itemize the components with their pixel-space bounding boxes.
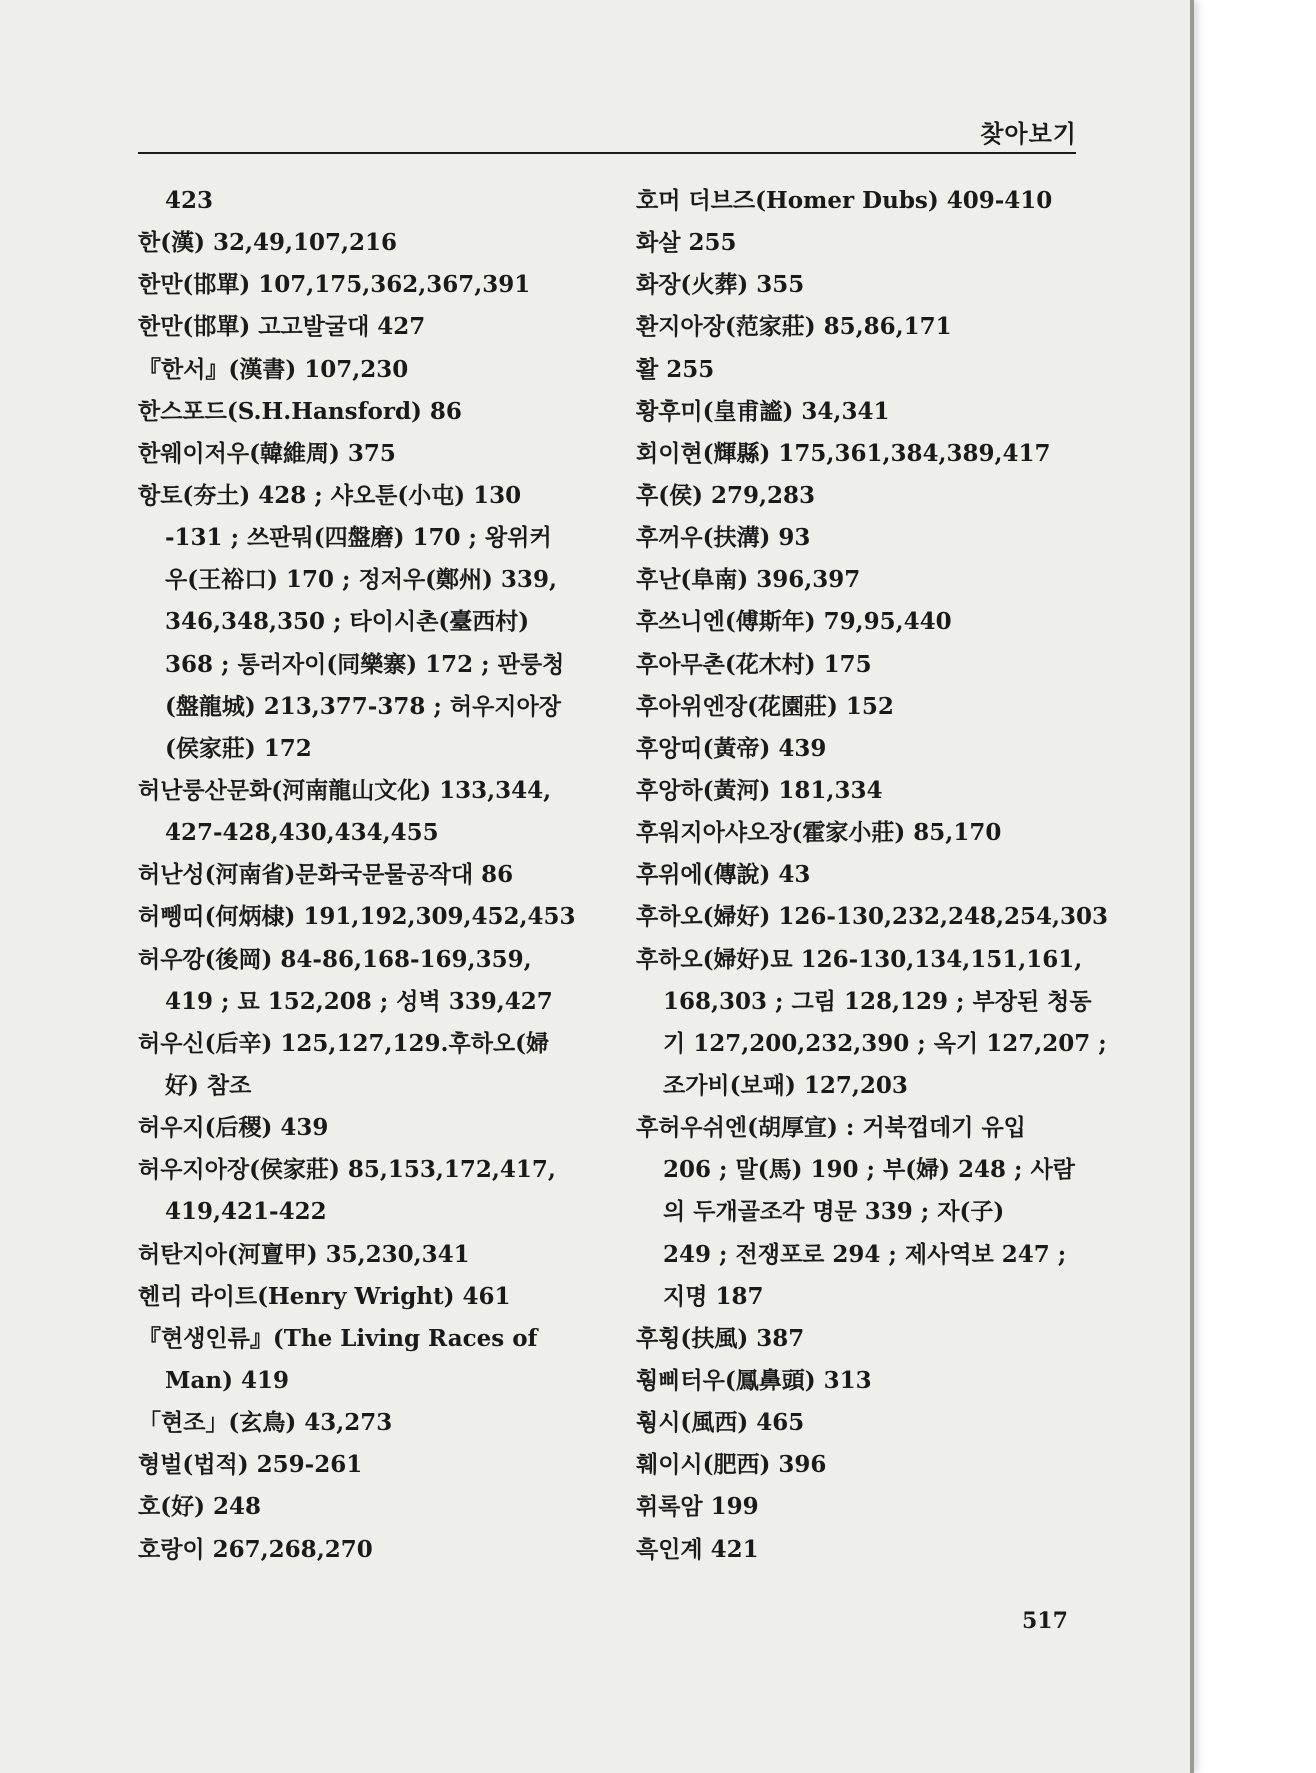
index-entry-line: (盤龍城) 213,377-378 ; 허우지아장	[165, 692, 561, 720]
index-entry-line: 훵시(風西) 465	[636, 1409, 805, 1437]
index-entry-line: 423	[165, 187, 214, 214]
index-entry-line: 후난(阜南) 396,397	[636, 566, 861, 594]
index-entry-line: 206 ; 말(馬) 190 ; 부(婦) 248 ; 사람	[663, 1156, 1075, 1184]
index-entry-line: 한스포드(S.H.Hansford) 86	[138, 397, 462, 425]
index-entry-line: 허난룽산문화(河南龍山文化) 133,344,	[138, 776, 552, 804]
index-entry-line: Man) 419	[165, 1366, 289, 1394]
index-entry-line: 346,348,350 ; 타이시촌(臺西村)	[165, 608, 530, 636]
index-entry-line: 환지아장(范家莊) 85,86,171	[636, 313, 952, 341]
index-entry-line: 호랑이 267,268,270	[138, 1535, 373, 1563]
index-entry-line: 허뼁띠(何炳棣) 191,192,309,452,453	[138, 903, 576, 931]
index-entry-line: 흑인계 421	[636, 1535, 759, 1563]
index-entry-line: 『한서』(漢書) 107,230	[138, 355, 409, 383]
index-entry-line: 후하오(婦好)묘 126-130,134,151,161,	[636, 945, 1083, 973]
index-entry-line: 후아위엔장(花園莊) 152	[636, 692, 894, 720]
index-entry-line: 후하오(婦好) 126-130,232,248,254,303	[636, 903, 1109, 931]
index-entry-line: 好) 참조	[165, 1071, 252, 1099]
header-rule	[138, 152, 1076, 154]
index-entry-line: 한웨이저우(韓維周) 375	[138, 439, 396, 467]
index-entry-line: 419 ; 묘 152,208 ; 성벽 339,427	[165, 987, 553, 1015]
index-entry-line: 형벌(법적) 259-261	[138, 1451, 363, 1479]
index-entry-line: 허난성(河南省)문화국문물공작대 86	[138, 861, 514, 889]
index-entry-line: 화살 255	[636, 229, 737, 257]
index-entry-line: 허우지(后稷) 439	[138, 1114, 329, 1142]
page-number: 517	[1022, 1608, 1068, 1634]
index-entry-line: 호(好) 248	[138, 1493, 262, 1521]
index-entry-line: 항토(夯土) 428 ; 샤오툰(小屯) 130	[138, 481, 522, 509]
index-entry-line: 427-428,430,434,455	[165, 819, 439, 847]
index-column-right	[636, 180, 1109, 1571]
index-entry-line: 419,421-422	[165, 1198, 327, 1226]
index-entry-line: 한(漢) 32,49,107,216	[138, 229, 398, 257]
index-entry-line: 후쓰니엔(傅斯年) 79,95,440	[636, 608, 952, 636]
index-entry-line: 허우지아장(侯家莊) 85,153,172,417,	[138, 1156, 556, 1184]
index-entry-line: 249 ; 전쟁포로 294 ; 제사역보 247 ;	[663, 1240, 1067, 1268]
index-entry-line: 한만(邯單) 107,175,362,367,391	[138, 271, 531, 299]
index-entry-line: 후워지아샤오장(霍家小莊) 85,170	[636, 819, 1002, 847]
index-entry-line: 의 두개골조각 명문 339 ; 자(子)	[663, 1198, 1005, 1226]
index-entry-line: 168,303 ; 그림 128,129 ; 부장된 청동	[663, 987, 1092, 1015]
index-entry-line: 허탄지아(河亶甲) 35,230,341	[138, 1240, 470, 1268]
index-entry-line: 후앙하(黃河) 181,334	[636, 776, 883, 804]
index-entry-line: 호머 더브즈(Homer Dubs) 409-410	[636, 187, 1053, 214]
index-entry-line: 368 ; 통러자이(同樂寨) 172 ; 판룽청	[165, 650, 565, 678]
index-entry-line: 훼이시(肥西) 396	[636, 1451, 827, 1479]
index-entry-line: 화장(火葬) 355	[636, 271, 805, 299]
index-entry-line: 후아무촌(花木村) 175	[636, 650, 872, 678]
index-entry-line: 회이현(輝縣) 175,361,384,389,417	[636, 439, 1051, 467]
index-entry-line: 후횡(扶風) 387	[636, 1324, 805, 1352]
index-entry-line: 후앙띠(黃帝) 439	[636, 734, 827, 762]
page-edge-shadow	[1190, 0, 1194, 1773]
index-entry-line: 허우깡(後岡) 84-86,168-169,359,	[138, 945, 532, 973]
index-entry-line: 기 127,200,232,390 ; 옥기 127,207 ;	[663, 1029, 1107, 1057]
index-entry-line: 조가비(보패) 127,203	[663, 1071, 908, 1099]
index-entry-line: 후꺼우(扶溝) 93	[636, 524, 811, 552]
index-entry-line: 활 255	[636, 355, 715, 383]
index-entry-line: 한만(邯單) 고고발굴대 427	[138, 313, 426, 341]
index-entry-line: (侯家莊) 172	[165, 734, 312, 762]
running-header-title: 찾아보기	[980, 119, 1077, 148]
index-entry-line: 후허우쉬엔(胡厚宣) : 거북껍데기 유입	[636, 1114, 1026, 1142]
index-entry-line: 휘록암 199	[636, 1493, 759, 1521]
index-entry-line: 「현조」(玄鳥) 43,273	[138, 1409, 393, 1437]
index-entry-line: 허우신(后辛) 125,127,129.후하오(婦	[138, 1029, 550, 1057]
index-entry-line: 훵삐터우(鳳鼻頭) 313	[636, 1366, 872, 1394]
index-entry-line: 후(侯) 279,283	[636, 481, 816, 509]
index-entry-line: 우(王裕口) 170 ; 정저우(鄭州) 339,	[165, 566, 557, 594]
index-entry-line: 지명 187	[663, 1282, 764, 1310]
index-column-left	[138, 180, 608, 1571]
index-entry-line: -131 ; 쓰판뭐(四盤磨) 170 ; 왕위커	[165, 524, 552, 552]
index-entry-line: 헨리 라이트(Henry Wright) 461	[138, 1282, 511, 1310]
index-entry-line: 황후미(皇甫謐) 34,341	[636, 397, 890, 425]
index-entry-line: 『현생인류』(The Living Races of	[138, 1324, 538, 1352]
index-entry-line: 후위에(傳說) 43	[636, 861, 811, 889]
